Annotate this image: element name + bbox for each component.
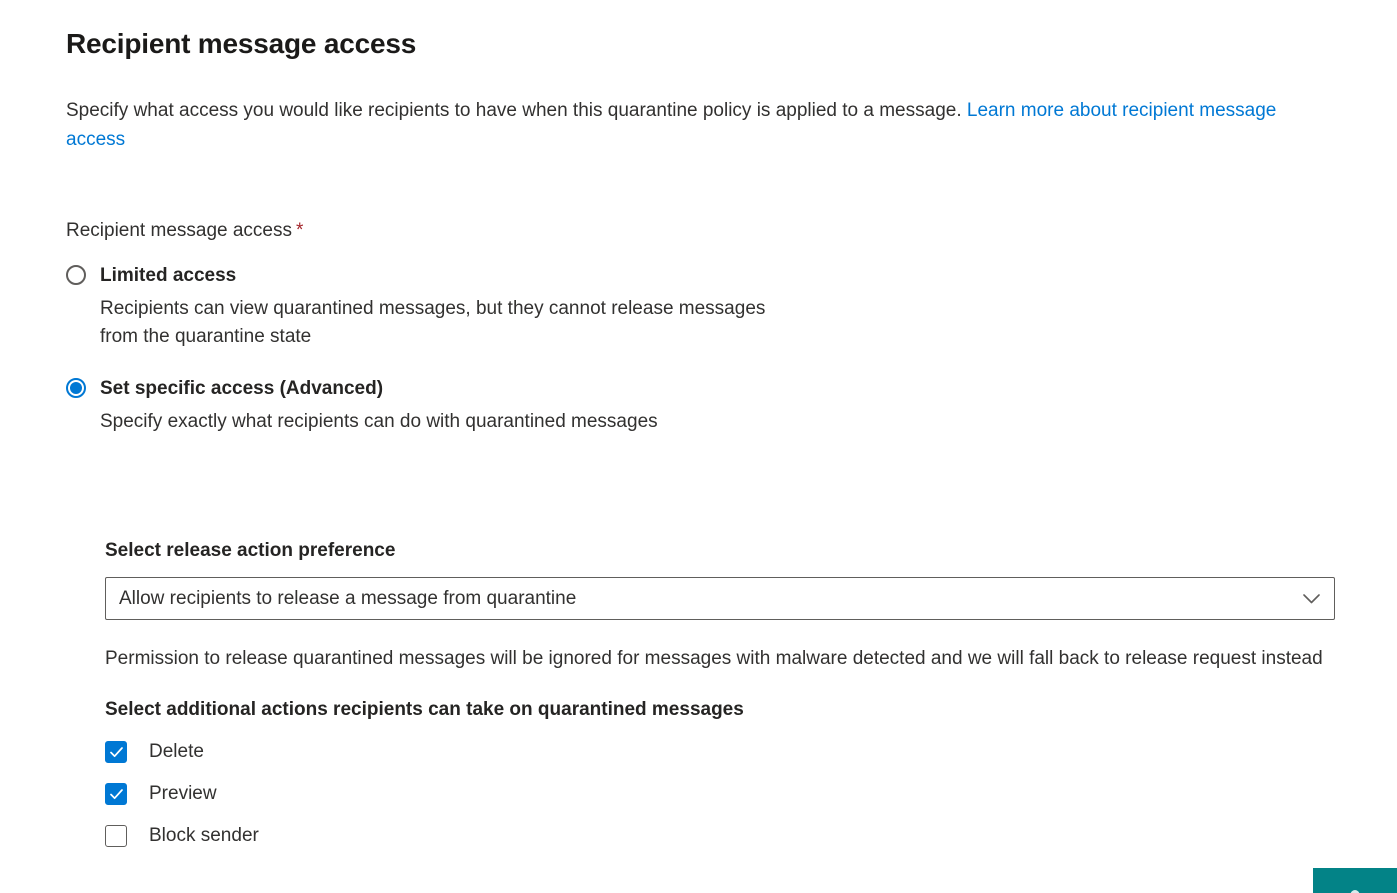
radio-option-limited-access[interactable] <box>66 264 1335 351</box>
checkbox-preview[interactable] <box>105 783 127 805</box>
release-preference-note: Permission to release quarantined messages will be ignored for messages with malware detected and we will fall back to release request instead <box>105 648 1323 669</box>
page-title: Recipient message access <box>66 28 417 59</box>
checkbox-row-block-sender[interactable] <box>105 825 1335 847</box>
page-description <box>66 96 1335 154</box>
chevron-down-icon <box>1303 594 1320 604</box>
learn-more-link[interactable]: Learn more about recipient message access <box>66 100 1277 150</box>
radio-label-set-specific-access: Set specific access (Advanced) <box>100 378 384 399</box>
additional-actions-label: Select additional actions recipients can take on quarantined messages <box>105 699 744 720</box>
checkbox-label-block-sender: Block sender <box>149 825 259 846</box>
checkmark-icon <box>110 747 123 758</box>
checkbox-label-preview: Preview <box>149 783 217 804</box>
checkbox-delete[interactable] <box>105 741 127 763</box>
radio-description-set-specific-access <box>100 408 658 436</box>
checkbox-row-delete[interactable] <box>105 741 1335 763</box>
page-description-text: Specify what access you would like recipients to have when this quarantine policy is applied to a message. <box>66 100 962 121</box>
release-preference-dropdown[interactable] <box>105 577 1335 620</box>
checkbox-block-sender[interactable] <box>105 825 127 847</box>
radio-description-limited-access <box>100 295 765 351</box>
radio-button-limited-access[interactable] <box>66 265 86 285</box>
radio-label-limited-access: Limited access <box>100 265 237 286</box>
checkbox-label-delete: Delete <box>149 741 204 762</box>
access-field-label-text: Recipient message access <box>66 220 292 241</box>
radio-description-line: Recipients can view quarantined messages, but they cannot release messages <box>100 298 766 319</box>
radio-option-set-specific-access-content <box>100 377 658 436</box>
release-preference-selected-value: Allow recipients to release a message from quarantine <box>119 587 577 609</box>
checkmark-icon <box>110 789 123 800</box>
checkbox-row-preview[interactable] <box>105 783 1335 805</box>
radio-description-line: Specify exactly what recipients can do with quarantined messages <box>100 411 658 432</box>
radio-option-limited-access-content <box>100 264 765 351</box>
required-asterisk: * <box>296 220 304 241</box>
release-preference-label: Select release action preference <box>105 540 396 561</box>
feedback-button[interactable] <box>1313 868 1397 893</box>
radio-button-set-specific-access[interactable] <box>66 378 86 398</box>
access-field-label <box>66 220 1335 242</box>
advanced-access-section <box>105 540 1335 847</box>
radio-description-line: from the quarantine state <box>100 326 312 347</box>
radio-option-set-specific-access[interactable] <box>66 377 1335 436</box>
